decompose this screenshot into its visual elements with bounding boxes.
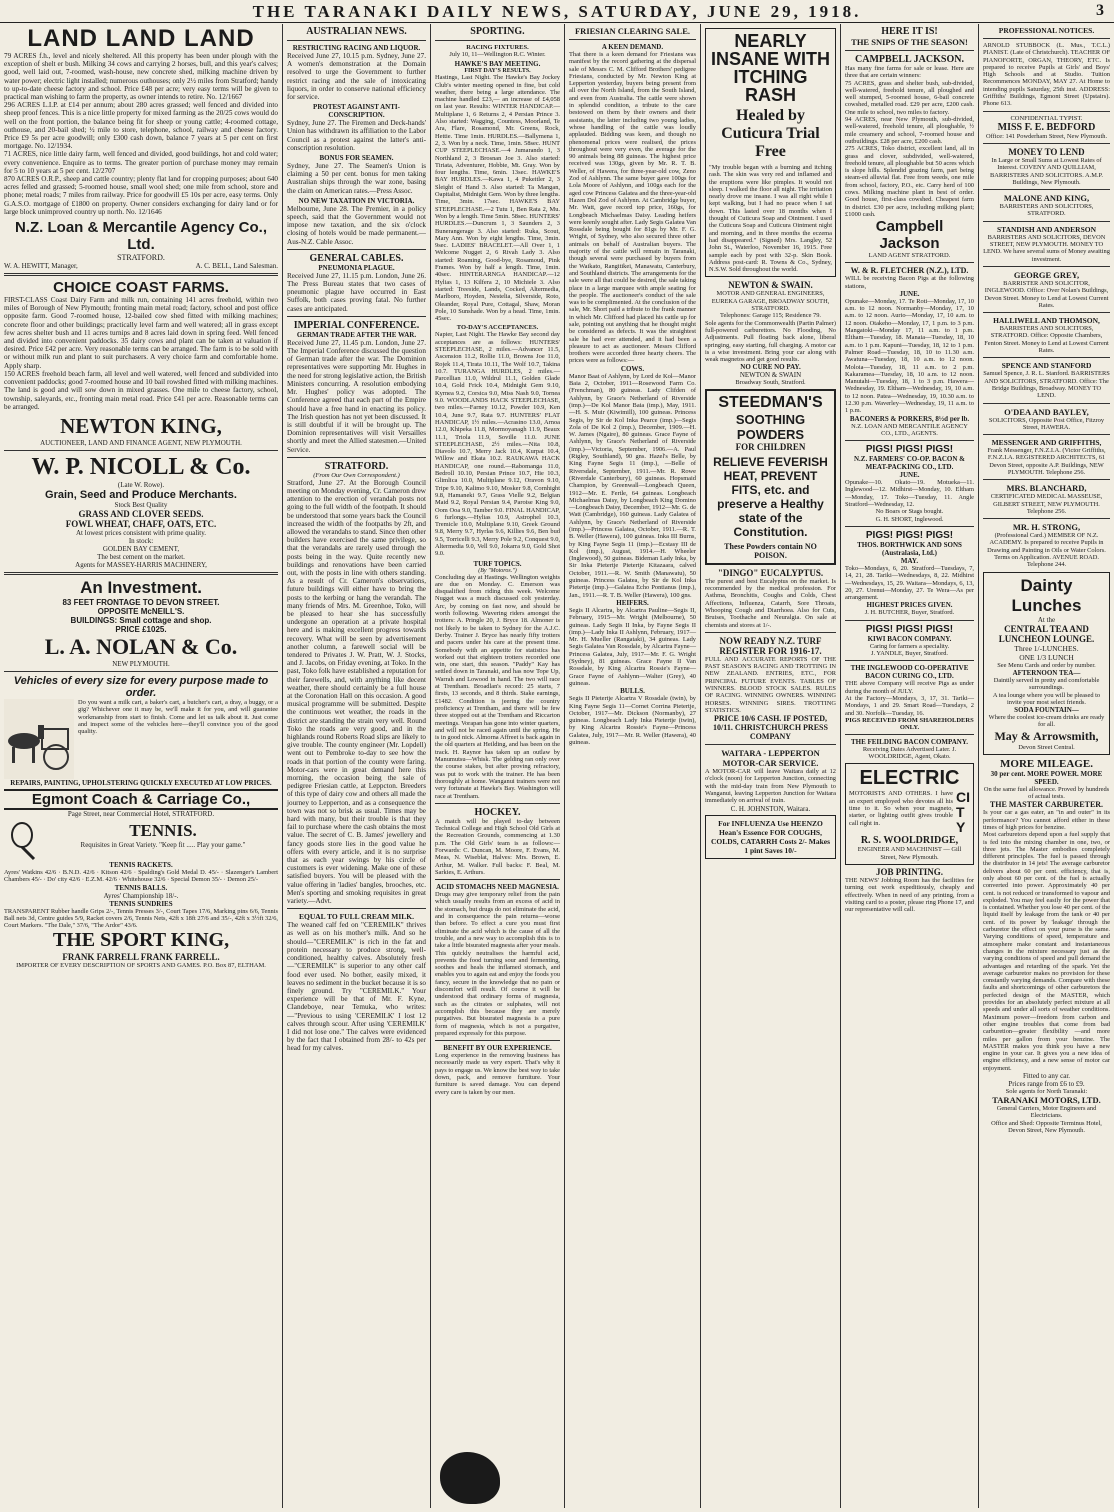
land-heading: LAND LAND LAND — [27, 25, 255, 52]
column-sporting — [430, 24, 564, 1508]
campbell-listing-275: 275 ACRES, Toko district, excellent land, all in grass and clover, subdivided, well-watered, freehold tenure, all ploughable but 50 acres which is slope hills. Splendid grazing farm, part being steam-ed alluvial flat. Free from weeds, one mile from school, factory, P.O., etc. Carry herd of 100 cows. Milking machine plant in best of order. Good house, first-class cowshed. Cheapest farm in district. £30 per acre, including milking plant; £1000 cash. — [845, 145, 974, 218]
dingo-heading: "DINGO" EUCALYPTUS. — [717, 567, 824, 578]
farmers-signature: G. H. SHORT, Inglewood. — [875, 515, 944, 523]
fletcher-agents: N.Z. LOAN AND MERCANTILE AGENCY CO., LTD., AGENTS. — [851, 422, 968, 437]
dainty-heading: Dainty Lunches — [1011, 575, 1082, 615]
nicoll-line-4: At lowest prices consistent with prime quality. — [76, 528, 206, 537]
borthwick-schedule: Toko—Mondays, 6, 20. Stratford—Tuesdays, 7, 14, 21, 28. Tariki—Wednesdays, 8, 22. Midhirst—Wednesdays, 15, 29. Waitara—Mondays, 6, 13, 20, 27. Urenui—Monday, 27. Te Wera—As per arrangement. — [845, 564, 974, 602]
land-listing-71: 71 ACRES, nice little dairy farm, well fenced and divided, good buildings, hot and cold water; every convenience. Enquire as to terms. The greater portion of purchase money may remain for 5 to 10 years at 5 per cent. 12/2707 — [4, 150, 278, 175]
spence-body: Samuel Spence, J. R. L. Stanford. BARRISTERS AND SOLICITORS, STRATFORD. Office: The Bridge Buildings, Broadway. MONEY TO LEND. — [983, 370, 1110, 400]
kiwi-signature: J. YANDLE, Buyer, Stratford. — [870, 650, 949, 658]
bonus-heading: BONUS FOR SEAMEN. — [319, 154, 394, 163]
column-news — [282, 24, 430, 1508]
heifers-list: Segis II Alcartra, by Alcartra Pauline—Segis II, February, 1915—Mr. Wright (Melbourne), 50 guineas. Lady Segis II Inka, by Fayne Segis II (imp.)—Lady Inka II Ashlynn, February, 1917—Mr. H. Mueller (Rangataki), 34 guineas. Lady Segis Galatea Van Rossdale, by Alcartra Fayne—Princess Galatea, July, 1917—Mr. F. G. Wright (Sydney), 81 guineas. Grace Fayne II Van Rossdale, by King Alcartra Rossie's Fayne—Grace Fayne of Ashlynn—Walter (Grey), 40 guineas. — [569, 606, 696, 687]
strong-heading: MR. H. STRONG, — [1012, 522, 1081, 533]
hawkes-bay-results: Hastings, Last Night. The Hawke's Bay Jockey Club's winter meeting opened in fine, but cold weather, there being a large attendance. The machine handled £23,— an increase of £4,058 on last year. Results: WINTER HANDICAP.—Multiplane 1, 6 Returns 2, 4 Persian Prince 3. Also started: Wagging, Countess, Moorland, Te Ara, Flare, Rosamond, Mr. Greens, Rock, Hettie. Time 1min. HURDLES.—Ballymena 1, 2, 3. Won by a neck. Time, 1min. 58sec. HUNT CUP STEEPLECHASE.—4 Jumarando 1, 3 Northland 2, 3 Brosnan Joe 3. Also started: Tiriata, Adventurer, Hobbie, Mt. Gray. Won by four lengths. Time, 6min. 13sec. HAWKE'S BAY HURDLES.—Kawa 1, 4 Pukeitler 2, 3 Sleight of Hand 3. Also started: Ta Mangan, Oapitalist, Midnight Gem. Won by three lengths. Time, 3min. 17sec. HAWKE'S BAY STEEPLECHASE.—2 Tutu 1, Ben Rata 2, Mu. Won by a length. Time 5min. 58sec. HUNTERS' HURDLES.—Duncrum 1, 3 Saunders 2, 3 Bunerangerage 3. Also started: Ruka, Scout, Mary Ann. Won by eight lengths. Time, 3min. 9sec. LADIES' BRACELET.—All Over 1, 1 Welcome Nugget 2, 6 Rivah Lady 3. Also started: Roaming, Good-bye, Rosamoud, Pink Frames. Won by half a length. Time, 1min. 40sec. HINTERARNGA HANDICAP.—12 Hylias 1, 13 Kilfera 2, 10 Michiele 3. Also started: Treeside, Lands, Cocked, Altermedia, Marlboro, Hoyden, Nestelia, Silverside, Roto, Oleander, Royal Pure, Cottagal, Shaw, Moran Pole, 10 Sunshade. Won by a head. Time, 1min. 45sec. — [435, 74, 560, 323]
electric-city-ad — [845, 763, 974, 865]
taranaki-motors-office: Office and Shed: Opposite Terminus Hotel, Devon Street, New Plymouth. — [991, 1119, 1102, 1134]
tennis-rackets-list: Ayres' Watkins 42/6 · B.N.D. 42/6 · Kitson 42/6 · Spalding's Gold Medal D. 45/- · Slazenger's Lambert Chambers 45/- · Do' city 42/6 · E.Z.M. 42/6 · Whitehouse 32/6 · Special Demon 35/- · Demon 25/- — [4, 868, 278, 884]
land-listing-296: 296 ACRES L.I.P. at £14 per annum; about 280 acres grassed; well fenced and divided into sheep proof fences. This is a nice little property for mixed farming as the 20/25 cows would do well on the front portion, the balance being fit for sheep or young cattle; 4-roomed cottage, outhouse, and 20-bail shed; ½ mile to store, telephone, school, railway and cheese factory. Price £9 5s per acre goodwill; only £300 cash down, balance 7 years at 5 per cent on first mortgage. No. 12/1934. — [4, 101, 278, 151]
sport-king-sub: IMPORTER OF EVERY DESCRIPTION OF SPORTS AND GAMES. P.O. Box 87, ELTHAM. — [16, 962, 266, 970]
pigs-heading-2: PIGS! PIGS! PIGS! — [865, 529, 954, 541]
heifers-heading: HEIFERS. — [616, 598, 649, 607]
taxation-body: Melbourne, June 28. The Premier, in a policy speech, said that the Government would not impose new taxation, and the six o'clock closing of hotels would be made permanent.—Aus-N.Z. Cable Assoc. — [287, 204, 426, 246]
borthwick-may: MAY. — [900, 556, 919, 565]
anticonscription-body: Sydney, June 27. The Firemen and Deck-hands' Union has withdrawn its affiliation to the Labor Council as a protest against the latter's anti-conscription resolution. — [287, 119, 426, 152]
blanchard-body: CERTIFICATED MEDICAL MASSEUSE, GILBERT STREET, NEW PLYMOUTH. Telephone 256. — [990, 493, 1103, 515]
taranaki-motors-sub: General Carriers, Motor Engineers and Electricians. — [996, 1105, 1097, 1120]
tennis-ayres: Ayres' Championship 18/-. — [103, 891, 179, 900]
baconers-price: BACONERS & PORKERS, 8½d per lb. — [849, 414, 970, 423]
choice-coast-heading: CHOICE COAST FARMS. — [53, 279, 229, 297]
master-carbureter-heading: THE MASTER CARBURETER. — [989, 800, 1104, 810]
investment-line-3: BUILDINGS: Small cottage and shop. — [70, 615, 212, 625]
column-ads-middle — [700, 24, 840, 1508]
farmers-note: No Boars or Stags bought. — [875, 508, 944, 516]
acid-stomachs-heading: ACID STOMACHS NEED MAGNESIA. — [436, 883, 559, 892]
professional-heading: PROFESSIONAL NOTICES. — [998, 26, 1095, 35]
nearly-insane-heading: NEARLY INSANE WITH ITCHING RASH — [711, 31, 830, 105]
newton-swain-name: NEWTON & SWAIN — [739, 371, 802, 380]
nolan-sub: NEW PLYMOUTH. — [112, 659, 170, 668]
dainty-lunches-ad — [983, 572, 1110, 755]
column-professional — [978, 24, 1114, 1508]
tennis-balls-heading: TENNIS BALLS. — [114, 883, 168, 892]
wooldridge-heading: R. S. WOOLDRIDGE, — [860, 835, 959, 847]
odea-body: SOLICITORS, Opposite Post Office, Fitzroy Street, HAWERA. — [988, 416, 1105, 431]
electric-vertical-city: CITY — [956, 789, 970, 836]
feilding-body: Receiving Dates Advertised Later. J. WOOLDRIDGE, Agent, Okato. — [862, 745, 957, 761]
nicoll-line-8: Agents for MASSEY-HARRIS MACHINERY, — [75, 560, 207, 569]
halliwell-heading: HALLIWELL AND THOMSON, — [993, 316, 1100, 326]
investment-price: PRICE £1025. — [115, 624, 167, 634]
campbell-listing-75: 75 ACRES, grass and shelter bush, sub-divided, well-watered, freehold tenure, all ploughed and well stumped, 5-roomed house, 6-bail concrete cowshed, metalled road. £29 per acre, £200 cash. One mile to school, two miles to factory. — [845, 79, 974, 116]
newton-king-sub: AUCTIONEER, LAND AND FINANCE AGENT, NEW PLYMOUTH. — [40, 438, 242, 447]
choice-coast-body: FIRST-CLASS Coast Dairy Farm and milk run, containing 141 acres freehold, within two miles of Borough of New Plymouth; fronting main metal road; factory, school and post office opposite farm. Good 7-roomed house, 12-bailed cow shed fitted with milking machines; concrete floor and other buildings; practically level farm and well watered; all in grass except few acres shelter bush and 11 acres turnips and 8 acres laid down in spring feed. Well fenced and divided into convenient paddocks. 35 dairy cows and plant can be taken at valuation if desired. Price £42 per acre. Very reasonable terms can be arranged. The farm is to be sold with or without milk run and plant to suit purchasers. A very choice farm and comfortable home. Apply sharp. — [4, 296, 278, 370]
newton-swain-address: MOTOR AND GENERAL ENGINEERS, EUREKA GARAGE, BROADWAY SOUTH, STRATFORD. — [711, 290, 830, 313]
egmont-sub: Page Street, near Commercial Hotel, STRATFORD. — [67, 809, 215, 818]
farmers-coop-heading: N.Z. FARMERS' CO-OP. BACON & MEAT-PACKING CO., LTD. — [853, 455, 966, 472]
tennis-racket-icon — [4, 821, 44, 861]
benefit-heading: BENEFIT BY OUR EXPERIENCE. — [443, 1044, 552, 1053]
electric-heading: ELECTRIC — [859, 767, 960, 790]
hawkes-bay-heading: HAWKE'S BAY MEETING. — [454, 60, 541, 69]
pigs-heading-1: PIGS! PIGS! PIGS! — [865, 444, 954, 456]
nicoll-sub: (Late W. Rowe). — [117, 480, 165, 489]
taxation-heading: NO NEW TAXATION IN VICTORIA. — [298, 196, 415, 205]
land-listing-79: 79 ACRES f.h., level and nicely sheltered. All this property has been under plough with the exception of shelt er bush. Milking 34 cows and carrying 2 horses, bull, and this year's calves; good, well laid out, 7-roomed, wash-house, new concrete shed, milking machine driven by water power; electric light installed; numerous outhouses; only 2½ miles from Stratford; handy to up-to-date cheese factory and school. Price £48 per acre; very easy terms will be given to practical man wishing to farm the property, as owner intends to retire. No. 12/1667 — [4, 52, 278, 102]
dingo-body: The purest and best Eucalyptus on the market. Is recommended by the medical profession. For Asthma, Bronchitis, Coughs and Colds, Chest Affections, Influenza, Catarrh, Sore Throats, Whooping Cough and Diarrhoea. Also for Cuts, Bruises, Toothache and Neuralgia. On sale at chemists and stores at 1/-. — [705, 577, 836, 629]
dainty-afternoon: AFTERNOON TEA— — [1012, 668, 1081, 677]
benefit-body: Long experience in the removing business has necessarily made us very expert. That's why it pays to engage us. We know the best way to take down, pack, and remove furniture. Your furniture is saved damage. You can depend every care is taken by our men. — [435, 1052, 560, 1096]
soda-body: Where the coolest ice-cream drinks are ready for all. — [988, 714, 1105, 729]
vehicles-repairs: REPAIRS, PAINTING, UPHOLSTERING QUICKLY EXECUTED AT LOW PRICES. — [10, 778, 272, 787]
campbell-intro: Has many fine farms for sale or lease. Here are three that are certain winners: — [845, 65, 974, 80]
nz-loan-manager: W. A. HEWITT, Manager, — [4, 262, 78, 271]
farmers-schedule: Opunake—10. Okato—19. Motueka—11. Inglewood—12. Midhirst—Monday, 10. Eltham—Monday, 17. Toko—Tuesday, 11. Angle Stratford—Wednesday, 12. — [845, 479, 974, 509]
money-body: In Large or Small Sums at Lowest Rates of Interest. COVENY AND QUILLIAM, BARRISTERS AND SOLICITORS. A.M.P. Buildings, New Plymouth. — [990, 156, 1103, 186]
inglewood-body: THE above Company will receive Pigs as under during the month of JULY. — [845, 680, 974, 695]
sporting-heading: SPORTING. — [470, 26, 525, 37]
stratford-heading: STRATFORD. — [324, 460, 389, 472]
australian-news-heading: AUSTRALIAN NEWS. — [306, 26, 407, 37]
cows-list: Manor Baat of Ashlynn, by Lord de Kol—Manor Baia 2, October, 1911—Rosewood Farm Co. (Frenchman), 80 guineas. Lady Clifden of Ashlynn, by Grace's Netherland of Riverside (imp.)—De Kol Manor Baia (imp.), May, 1911.—H. S. Muir (Kiwimill), 100 guineas. Princess Segis, by Sir de Kol Inka Pearce (imp.)—Segis Zola of De Kol 2 (imp.), December, 1909.—H. W. James (Ngaire), 80 guineas. Grace Fayne of Ashlynn, by Grace's Netherland of Riverside (imp.)—Victoria, September, 1906.—A. Paul (Rigley, Southland), 90 gns. Hazel's Belle, by King Fayne Segis 11 (imp.), —Belle of Riversdale, September, 1911.—Mr. R. Rowe (Riverdale Canterbury), 60 guineas. Hopsmaid Champion, by Greenwall—Longbeach Queen, 1912—Mr. E. Fertle, 64 guineas. Longbeach Michaelmas Daisy, by Longbeach King Domino—Longbeach Daisy, December, 1912—Mr. G. de Watt (Cambridge), 160 guineas. Lady Galatea of Ashlynn, by Grace's Netherland of Riverside (imp.)—Princess Galatea, October, 1911.—R. T. B. Weller (Hawera), 100 guineas. Inka III Burns, by King Fayne Segis 11 (imp.)—Ecstasy III de Kol (imp.), August, 1914.—H. Wheeler (Inglewood), 50 guineas. Bideman Lady Inka, by Sir Inka Pietertje Pietertje Kitazaara, calved October, 1911.—R. W. Smith (Manawatu), 50 guineas. Princess Galatea, by Sir de Kol Inka Pietertje (imp.)—Galatea Echo Pontianus (imp.), Jan., 1911.—R. T. B. Weller (Hawera), 100 gns. — [569, 372, 696, 599]
general-cables-heading: GENERAL CABLES. — [309, 252, 404, 264]
healed-heading: Healed by Cuticura Trial Free — [721, 107, 820, 160]
vehicles-heading: Vehicles of every size for every purpose made to order. — [13, 674, 269, 699]
inglewood-schedule: At the Factory—Mondays, 3, 17, 31. Tariki—Mondays, 1 and 29. Smart Road—Tuesdays, 2 and 30. Norfolk—Tuesday, 16. — [845, 694, 974, 717]
malone-body: BARRISTERS AND SOLICITORS, STRATFORD. — [999, 203, 1094, 218]
ceremilk-body: The weaned calf fed on "CEREMILK" thrives as well as on his mother's milk. And so he should—"CEREMILK" is rich in the fat and protein necessary to produce strong, well-conditioned, healthy calves. Absolutely fresh—"CEREMILK" is superior to any other calf food ever used. No bother, easily mixed, it leaves no sediment in the bucket because it is so finely ground. Try "CEREMILK." Your experience will be that of Mr. F. Kyne, Clandeboye, near Temuka, who writes:—"Previous to using 'CEREMILK' I lost 12 calves through scour. After using 'CEREMILK' I did not lose one." The calves were evidenced by the fact that I obtained from 28/- to 42s per head for my calves. — [287, 921, 426, 1053]
racing-fixtures-heading: RACING FIXTURES. — [466, 44, 529, 51]
nicoll-heading: W. P. NICOLL & Co. — [31, 453, 251, 480]
sole-agents: Sole agents for North Taranaki: — [1005, 1088, 1088, 1096]
nz-turf-heading: NOW READY N.Z. TURF REGISTER FOR 1916-17. — [719, 635, 822, 656]
pneumonia-heading: PNEUMONIA PLAGUE. — [318, 263, 395, 272]
fitted-to-any-car: Fitted to any car. — [1022, 1072, 1071, 1081]
imperial-conference-heading: IMPERIAL CONFERENCE. — [293, 319, 420, 331]
first-day-heading: FIRST DAY'S RESULTS. — [464, 68, 531, 75]
nolan-heading: L. A. NOLAN & Co. — [44, 633, 238, 659]
arnold-stubbock: ARNOLD STUBBOCK (L. Mus., T.C.L.) PIANIST. (Late of Christchurch). TEACHER OF PIANOFORTE, ORGAN, THEORY, ETC. Is prepared to receive Pupils at Girls' and Boys' High Schools and at Studio. Tuition Recommences MONDAY, MAY 27. At Home to intending pupils Saturday, 25th inst. ADDRESS: Griffiths' Buildings, Egmont Street (Upstairs). Phone 613. — [983, 42, 1110, 108]
soothing-powders: SOOTHING POWDERS — [735, 411, 806, 442]
cuticura-body: "My trouble began with a burning and itching rash. The skin was very red and inflamed and the eruptions were like pimples. It would not sleep. I walked the floor all night. The irritation nearly drove me insane. I was all right while I kept walking, but I had no peace when I sat down. This lasted over 18 months when I thought of Cuticura Soap and Ointment. I used the Cuticura Soap and Cuticura Ointment night and morning, and in three months the eczema had disappeared." (Signed) Mrs. Langley, 52 John St., Waterloo, November 16, 1915. Free sample each by post with 32-p. Skin Book. Address post-card: R. Towns & Co., Sydney, N.S.W. Sold throughout the world. — [709, 164, 832, 274]
tennis-sub: Requisites in Great Variety. "Keep fit ..... Play your game." — [80, 840, 246, 849]
newton-swain-heading: NEWTON & SWAIN. — [728, 280, 813, 291]
nicoll-grain: Grain, Seed and Produce Merchants. — [45, 488, 237, 501]
snips-heading: THE SNIPS OF THE SEASON! — [851, 37, 968, 47]
here-it-is: HERE IT IS! — [881, 26, 938, 37]
job-printing-body: THE NEWS' Jobbing Room has the facilities for turning out work expeditiously, cheaply and effectively. When in need of any printing, from a visiting card to a poster, please ring Phone 17, and our representative will call. — [845, 877, 974, 914]
influenza-ad: For INFLUENZA Use HEENZO Hean's Essence FOR COUGHS, COLDS, CATARRH Costs 2/- Makes 1 pint Saves 10/- — [705, 815, 836, 859]
german-trade-body: Received June 27, 11.45 p.m. London, June 27. The Imperial Conference discussed the question of German trade after the war. The Dominion representatives were supporting Mr. Hughes in the need for strong legislative action, the British Ministers concurring. A resolution embodying Mr. Hughes' policy was adopted. The Conference agreed that each part of the Empire should have a free hand in enacting its policy. The Irish question has not yet been discussed. It is still doubtful if it will be brought up. The Dominion representatives will visit Versailles shortly and meet the Allied statesmen.—United Service. — [287, 338, 426, 454]
for-children: FOR CHILDREN — [735, 441, 806, 452]
borthwick-heading: THOS. BORTHWICK AND SONS (Australasia, Ltd.) — [857, 540, 962, 557]
dainty-menu: See Menu Cards and order by number. — [997, 661, 1096, 669]
waitara-name: C. H. JOHNSTON, Waitara. — [730, 804, 811, 813]
typist-heading: CONFIDENTIAL TYPIST. — [1010, 114, 1083, 122]
vehicles-body: Do you want a milk cart, a baker's cart, a butcher's cart, a dray, a buggy, or a gig? Whichever one it may be, we'll make it for you, and will guarantee workmanship from start to finish. Come and let us talk about it. Just come and inspect some of the vehicles here—they'll convince you of the good quality. — [78, 698, 278, 736]
campbell-jackson-big: Campbell Jackson — [875, 218, 944, 253]
investment-heading: An Investment. — [80, 577, 202, 597]
no-cure-no-pay: NO CURE NO PAY. — [740, 363, 801, 372]
investment-line-1: 83 FEET FRONTAGE TO DEVON STREET. — [62, 597, 220, 607]
nicoll-line-6: GOLDEN BAY CEMENT, — [102, 544, 180, 553]
mileage-body: On the same fuel allowance. Proved by hundreds of actual tests. — [983, 785, 1110, 801]
price-range: Prices range from £6 to £9. — [1008, 1080, 1085, 1089]
nicoll-line-3: FOWL WHEAT, CHAFF, OATS, ETC. — [65, 518, 217, 529]
acceptances-body: Napier, Last Night. The Hawke Bay second day acceptances are as follows: HUNTERS' STEEPLECHASE, 2 miles.—Advancer 11.5, Ascension 11.2, Rollie 11.0, Browns Joe 11.0, Rojek 11.4, Tirata 10.11, The Wolf 10.7, Takina 10.7. TURANGA HURDLES, 2 miles.—Parcellian 11.0, Wildrul 11.1, Golden Glade 10.4, Gold Frick 10.4, Midnight Gem 9.10, Kyrnea 9.2, Corsica 9.0, Miss Nash 9.0, Tornea 9.0. WOODLANDS HACK STEEPLECHASE, two miles.—Farney 10.12, Powder 10.9, Ken 10.4, June 9.7, Rata 9.7. HUNTERS' FLAT HANDICAP, 1½ miles.—Acrasino 13.0, Arnoa 12.0, Khipeka 11.8, Mormoyanagh 11.9, Beaux 11.1, Triola 11.9, Soville 11.0. JUNE STEEPLECHASE, 2½ miles.—Nita 10.8, Diavolo 10.7, Merry Jack 10.4, Kurpat 10.4, Willow and Ekata 10.2. RAUKAWA HACK HANDICAP, one round.—Rabomanga 11.0, Bedroll 10.10, Persian Prince 10.7, Hie 10.3, Glimlica 10.0, Multiplane 9.12, Oravon 9.10, Tripe 9.10, Kalimo 9.10, Mosker 9.8, Cornhight 9.8, Hamaneki 9.7, Grass Vielle 9.2, Belgian Maid 9.2, Royal Persian 9.4, Paroise King 9.0, Oom Ooa 9.0, Tamber 9.0. FINAL HANDICAP, 6 furlongs.—Hylias 10.9, Astrophel 10.3, Tremicle 10.0, Multiplane 9.10, Greek Ground 9.8, Merry 9.7, Hyrlas 9.6, Killies 9.6, Ben bud 9.5, Torricelli 9.3, Merry Pole 9.2, Conquest 9.0, Altermedia 9.0, Vell 9.0, Jokarra 9.0, Gold Shot 9.0. — [435, 331, 560, 558]
horse-and-cart-illustration — [4, 699, 74, 779]
campbell-jackson-heading: CAMPBELL JACKSON. — [855, 54, 964, 65]
ceremilk-heading: EQUAL TO FULL CREAM MILK. — [299, 912, 414, 922]
restricting-body: Received June 27, 10.15 p.m. Sydney, June 27. A women's demonstration at the Domain resolved to urge the Government to further restrict racing and the sale of intoxicating liquors, in order to conserve national efficiency for service. — [287, 52, 426, 102]
racing-fixtures-body: July 10, 11—Wellington R.C. Winter. — [449, 51, 546, 58]
newspaper-title: THE TARANAKI DAILY NEWS, SATURDAY, JUNE 29, 1918. — [252, 2, 862, 21]
wooldridge-sub: ENGINEER AND MACHINIST — Gill Street, New Plymouth. — [857, 846, 962, 861]
malone-heading: MALONE AND KING, — [1003, 193, 1090, 204]
dainty-three-lunches: Three 1/-LUNCHES. — [1014, 643, 1079, 653]
turf-topics-sub: (By "Motoros.") — [478, 567, 517, 574]
newton-swain-body: Sole agents for the Commonwealth (Partin Palmer) full-powered carburettors. No Flooding, No Adjustments. Pull floating back alone, liberal springing, easy starting, full charging. A motor car is a wise investment. Bring your car along with weak magnetos and get good results. — [705, 319, 836, 364]
steedmans-heading: STEEDMAN'S — [718, 393, 823, 411]
campbell-listing-94: 94 ACRES, near New Plymouth, sub-divided, well-watered, freehold tenure, all ploughable, ½ mile creamery and school, 7-roomed house and outbuildings. £28 per acre, £200 cash. — [845, 116, 974, 145]
keen-demand-heading: A KEEN DEMAND. — [601, 43, 664, 51]
nz-loan-salesman: A. C. BELL, Land Salesman. — [195, 262, 278, 271]
bonus-body: Sydney, June 27. The Seamen's Union is claiming a 50 per cent. bonus for men taking Australian ships through the war zone, basing the claim on American rates.—Press Assoc. — [287, 162, 426, 195]
acid-stomachs-body: Drugs may give temporary relief from the pain which usually results from an excess of acid in the stomach, but drugs do not eliminate the acid, and in consequence the pain returns—worse than before. To effect a cure you must first eliminate the acid which is the cause of all the trouble, and a new way to accomplish this is to take a little bisurated magnesia after your meals. This quickly neutralises the harmful acid, prevents the food turning sour and fermenting, soothes and heals the inflamed stomach, and enables you to again eat and enjoy the foods you fancy, secure in the knowledge that no pain or discomfort will result. Of course it will be understood that ordinary forms of magnesia, such as the citrates or sulphates, will not accomplish this because they are merely purgatives. But bisurated magnesia is a pure form of magnesia, which is not a purgative, prepared expressly for this purpose. — [435, 891, 560, 1037]
masthead — [0, 0, 1114, 23]
waitara-body: A MOTOR-CAR will leave Waitara daily at 12 o'clock (noon) for Lepperton Junction, connecting with the mid-day train from New Plymouth to Wanganui, leaving Lepperton Junction for Waitara immediately on arrival of train. — [705, 768, 836, 805]
newton-swain-address-2: Broadway South, Stratford. — [735, 379, 806, 387]
devon-street: Devon Street Central. — [1018, 743, 1075, 751]
blanchard-heading: MRS. BLANCHARD, — [1006, 483, 1087, 494]
bedford-heading: MISS F. E. BEDFORD — [997, 121, 1096, 133]
nz-loan-heading: N.Z. Loan & Mercantile Agency Co., Ltd. — [15, 219, 267, 254]
kiwi-body: Caring for farmers a speciality. — [869, 642, 950, 650]
friesian-body: That there is a keen demand for Friesians was manifest by the record gathering at the dispersal sale of Messrs C. M. Clifford Brothers' pedigree Friesians, conducted by Mr. Newton King at Lepperton yesterday, buyers being present from all over the North Island, from the South Island, and even from Australia. The cattle were shown in splendid condition, a tribute to the care bestowed on them by their owners and their assistants, the latter including two young ladies, whose handling of the cattle was loudly applauded. Bidding was keen, and though no phenomenal prices were realised, the prices throughout were very even, the average for the 90 animals being 88 guineas. The highest price received was 130gs, given by Mr. R. T. B. Weller, of Hawera, for three-year-old cow, Zeno Zod of Ashlynn. The same buyer gave 100gs for Lola Moore of Ashlynn, and 100gs each for the aged cow Princess Galatea and the three-year-old Hazen Dol Zod of Ashlynn. At Cambridge buyer, Mr. Watt, gave record top price, 160gs, for Longbeach Michaelmas Daisy. Leading heifers were keenly sought after. Lady Segis Galatea Van Rossdale being bought for 81gs by Mr. F. G. Wright, of Sydney, who also secured three other animals on behalf of Australian buyers. The majority of the cattle will remain in Taranaki, though several were purchased by buyers from the Waikato, Rangitikei, Manawatu, Canterbury, and Southland districts. The arrangements for the sale were all that could be desired, the sale taking place in a large marquee with ample seating for the people. The auctioneer's conduct of the sale was to be complimented. At the conclusion of the sale, Mr. Short paid a tribute to the frank manner in which Mr. Clifford had placed his cattle up for sale, pointing out anything that he thought might be considered as defects. It was the straightest sale he had ever attended, and it had been a pleasure to act as auctioneer. Messrs Clifford brothers were accorded three hearty cheers. The prices were as follows:— — [569, 51, 696, 365]
dainty-central: CENTRAL TEA AND LUNCHEON LOUNGE. — [998, 623, 1095, 644]
nz-turf-body: FULL AND ACCURATE REPORTS OF THE PAST SEASON'S RACING AND TROTTING IN NEW ZEALAND. ENTRIES, ETC., FOR PRINCIPAL FUTURE EVENTS. TABLES OF WINNERS. BLOOD STOCK SALES. RULES OF RACING. WINNING OWNERS. WINNING HORSES. WINNING SIRES. TROTTING STATISTICS. — [705, 655, 836, 714]
fletcher-schedule: Opunake—Monday, 17. Te Roti—Monday, 17, 10 a.m. to 12 noon. Normanby—Monday, 17, 10 a.m. to 12 noon. Aurio—Monday, 17, 10 a.m. to 12 noon. Otakeho—Monday, 17, 1 p.m. to 3 p.m. Mangatoki—Monday 17, 11 a.m. to 1 p.m. Eltham—Tuesday, 18. Manaia—Tuesday, 18, 10 a.m. to 1 p.m. Kapuni—Tuesday, 18, 12 to 1 p.m. Palmer Road—Tuesday, 18, 10 to 11.30 a.m. Awatuna—Tuesday, 18, 10 a.m. to 12 noon. Moloia—Tuesday, 18, 11 a.m. to 2 p.m. Kakaramea—Tuesday, 18, 10 a.m. to 12 noon. Manutahi—Tuesday, 18, 1 to 3 p.m. Hawera—Wednesday, 19. Eltham—Wednesday, 19, 10 a.m. to 12 noon. Patea—Wednesday, 19, 10.30 a.m. to 12.30 p.m. Waverley—Wednesday, 19, 11 a.m. to 1 p.m. — [845, 297, 974, 415]
borthwick-price: HIGHEST PRICES GIVEN. — [866, 601, 953, 610]
nz-loan-place: STRATFORD. — [117, 253, 165, 263]
page-number: 3 — [1096, 2, 1104, 19]
land-listing-870: 870 ACRES O.R.P., sheep and cattle country; plenty flat land for cropping purposes; about 640 acres felled and grassed; 5-roomed house, small wool shed; one mile from school, store and phone; metal roads; 7 miles from railway. Price for goodwill £5 10s per acre, easy terms. Only G.A.S.O. mortgage of £1800 on property. Owner considers exchanging for dairy land or for large block unimproved country up north. No. 12/1646 — [4, 175, 278, 216]
tennis-sundries-body: TRANSPARENT Rubber handle Grips 2/-, Tennis Presses 3/-, Court Tapes 17/6, Marking pins 6/6, Tennis Ball nets 3d, Centre guides 5/9, Racket covers 2/6, Tennis Nets, 42ft x 18ft 27/6 and 35/-, 42ft x 3½ft 32/6, Court Markers. "The Dale," 37/6, "The Ardor" 43/6. — [4, 907, 278, 930]
tennis-sundries-heading: TENNIS SUNDRIES — [109, 899, 173, 908]
nicoll-line-5: In stock: — [128, 536, 154, 545]
waitara-heading: WAITARA - LEPPERTON MOTOR-CAR SERVICE. — [721, 748, 820, 769]
messenger-body: Frank Messenger, F.N.Z.I.A. (Victor Griffiths, F.N.Z.I.A. REGISTERED ARCHITECTS, 61 Devon Street, opposite A.P. Buildings, NEW PLYMOUTH. Telephone 256. — [987, 447, 1106, 476]
turf-topics-heading: TURF TOPICS. — [473, 559, 522, 568]
dainty-served: Daintily served in pretty and comfortable surroundings. — [993, 676, 1100, 692]
egmont-heading: Egmont Coach & Carriage Co., — [4, 789, 278, 810]
carbureter-body: Most carburetors depend upon a fuel supply that is fed into the mixing chamber in one, two, or three jets. The Master embodies completely different principles. The fuel is passed through the distributor in 14 jets! The average carburetor delivers about 60 per cent. efficiency, that is, only about 60 per cent. of the fuel is actually converted into power. Approximately 40 per cent. is not reduced or transformed to vapour and exploded. You may feel easily for the power that is contained. Whether you lose 40 per cent. of the liquid itself by leakage from the tank or 40 per cent. of its power by 'leakage' through the carburetor the effect on your purse is the same. Varying conditions of speed, temperature and atmosphere make constant and instantaneous changes in the mixture necessary just as the varying conditions of speed and pull demand the advantages and retarding of the spark. Yet the average carburetor makes no provision for these constantly varying demands. Compare with these faults and shortcomings of other carburetors the perfected design of the MASTER, which provides for an absolutely perfect mixture at all speeds and under all sorts of weather conditions. Maximum power—freedom from carbon and other engine troubles that come from bad carburetion—greater flexibility —and more miles per gallon from your benzine. The MASTER makes you think you have a new engine in your car. It gives you a new idea of engine efficiency, and a new sense of motor car enjoyment. — [983, 831, 1110, 1072]
standish-body: BARRISTERS AND SOLICITORS, DEVON STREET, NEW PLYMOUTH. MONEY TO LEND. We have several sums of Money awaiting investment. — [983, 233, 1110, 263]
standish-heading: STANDISH AND ANDERSON — [996, 224, 1097, 234]
stratford-sub: (From Our Own Correspondent.) — [313, 471, 400, 479]
hockey-body: A match will be played to-day between Technical College and High School Old Girls at the Recreation Grounds, commencing at 1.30 p.m. The Old Girls' team is as follows:—Forwards: C. Duncan, M. Moore, F. Evans, M. Meas, N. Wiseblat, Halves: Mrs. Brown, E. Arthur, M. Walker. Full backs: F. Beal, M. Sarkies, E. Arthurs. — [435, 817, 560, 876]
steedmans-ad — [705, 389, 836, 565]
may-arrowsmith: May & Arrowsmith, — [994, 728, 1099, 743]
anticonscription-heading: PROTEST AGAINST ANTI-CONSCRIPTION. — [313, 103, 400, 120]
nicoll-line-7: The best cement on the market. — [97, 552, 185, 561]
newton-swain-telephones: Telephones: Garage 115; Residence 79. — [720, 312, 821, 320]
bedford-sub: Office: 141 Powderham Street, New Plymouth. — [985, 132, 1108, 140]
turf-topics-body: Concluding day at Hastings. Wellington weights are due on Monday. C. Emerson was disqualified from riding this week. Welcome Nugget was a much discussed colt yesterday. Arc, by coming on fast now, and should be worth following. Wavering riders amongst the trotters: A. Pringle 20, J. Bryce 18. Almoner is not likely to be taken to Sydney for the A.J.C. Derby. Trainer J. Bryce has nearly fifty trotters and pacers under his care at the present time. Somebody with an appetite for statistics has worked out that eighteen trotters recorded one win, one start, this season. "Paddy" Kay has settled down in Taranaki, and has now Tope Up, Warrah and Lowood in hand. The two will race at Trentham. Broadlan's record: 25 starts, 7 firsts, 13 seconds, and 8 thirds. Stake earnings, £1482. Condition is jeering the country proficiency at Trentham, and there will be few three stopped out at the Trentham and Riccarton meetings. Vorapan has gone into winter quarters, and will not be raced again until the spring. He is in good nick. Almorna Affreet is back again in the old quarters at Heilding, and has been on the track. H. Raynor has taken up an outlaw by Manumutsu—Whisk. The gelding ran only over the course stakes, but after proving refractory, was put to work with the trainer. He has been thoroughly at home. Wanganui trainers were not very fortunate at Hawke's Bay. Washington will race at Trentham. — [435, 573, 560, 800]
tennis-rackets-heading: TENNIS RACKETS. — [109, 860, 173, 869]
friesian-heading: FRIESIAN CLEARING SALE. — [574, 26, 690, 36]
butcher-signature: J. H. BUTCHER, Buyer, Stratford. — [864, 609, 955, 617]
soda-heading: SODA FOUNTAIN— — [1014, 706, 1079, 715]
nicoll-line-2: GRASS AND CLOVER SEEDS. — [78, 508, 204, 519]
mileage-sub: 30 per cent. MORE POWER. MORE SPEED. — [990, 769, 1103, 786]
farmers-june: JUNE. — [899, 471, 920, 480]
strong-body: (Professional Card.) MEMBER OF N.Z. ACADEMY. Is prepared to receive Pupils in Drawing and Painting in Oils or Water Colors. Terms on Application. AVENUE ROAD. Telephone 244. — [987, 532, 1106, 569]
column-stock-ads — [840, 24, 978, 1508]
george-grey-body: BARRISTER AND SOLICITOR, INGLEWOOD. Office: Over Nolan's Buildings, Devon Street. Money to Lend at Lowest Current Rates. — [984, 279, 1109, 309]
job-printing-heading: JOB PRINTING. — [875, 867, 943, 877]
pigs-heading-3: PIGS! PIGS! PIGS! — [865, 623, 954, 635]
stratford-body: Stratford, June 27. At the Borough Council meeting on Monday evening, Cr. Cameron drew attention to the erection of verandah posts not going to the full width of the footpath. It should be understood that some years back the Council increased the width of the footpaths by 2ft, and allowed the verandahs to stand. Since then other builders have exercised the same privilege, so that the verandahs are rarely used through the posts being in the way. Quite recently new buildings and renovations have been carried out, with the posts in line with others standing. As a result of Cr. Cameron's observations, future buildings will either have to bring the posts to the kerbing or hang the verandah. The many friends of Mrs. M. Greenhoe, Toko, will be pleased to hear she has successfully undergone an operation at a private hospital here and is making excellent progress towards recovery. What will be seen by advertisement another column, a farewell social will be tendered to Privates J. W. Pratt, W. J. Stocks, and J. Jacobs, on Friday evening, at Toko. In the past, Toko folk have established a reputation for their farewells, and, with anything like decent weather, there should certainly be a full house at the Coronation Hall on this occasion. A good musical programme will be submitted. Despite the continuous wet weather, the roads in the district are standing the strain very well. Round Toko the roads are very good, and in the highlands round Roberts Road slips are likely to give trouble. The county engineer (Mr. Lopdell) went out to Pembroke to-day to see how the roads in that portion of the county were faring. Motor-cars were in great demand here this morning, the occasion being the sale of pedigree Friesian cattle, at Leppcton. Breeders of this type of dairy cow and others all made the journey to Lepperton, and as a consequence the town was not so brisk as usual. Times may be hard with many, but their trouble is that they fail to purchase where the cash obtains the most value. The secret of C. B. James' jewellery and fancy goods store lies in the good value he offers with every article, and it is no surprise that as each year swings by his circle of customers is ever widening. Make one of these satisfied buyers. You will be pleased with the value offering in 'ladies' bangles, brooches, etc. Men's sporting and smoking requisites in great variety.—Advt. — [287, 478, 426, 906]
dainty-one-lunch: ONE 1/3 LUNCH — [1019, 652, 1074, 662]
bulls-heading: BULLS. — [620, 687, 645, 696]
campbell-jackson-sub: LAND AGENT STRATFORD. — [868, 252, 951, 260]
choice-coast-150: 150 ACRES freehold beach farm, all level and well watered, well fenced and subdivided into convenient paddocks; good 7-roomed house and 10 bail rowshed fitted with milking machines. The land is good and will sow down in mixed grasses. One mile to cheese factory, school, township, saleyards, etc., fronting main metal road. Price £41 per acre. Reasonable terms can be arranged. — [4, 369, 278, 411]
acceptances-heading: TO-DAY'S ACCEPTANCES. — [456, 324, 539, 332]
spence-heading: SPENCE AND STANFORD — [1001, 361, 1092, 371]
no-poison: These Powders contain NO POISON. — [724, 541, 817, 560]
halliwell-body: BARRISTERS AND SOLICITORS, STRATFORD. Office: Opposite Chambers, Fenton Street. Money to Lend at Lowest Current Rates. — [984, 325, 1109, 355]
sport-king-heading: THE SPORT KING, — [52, 929, 230, 952]
fletcher-june: JUNE. — [899, 289, 920, 298]
odea-heading: O'DEA AND BAYLEY, — [1004, 406, 1089, 417]
money-heading: MONEY TO LEND — [1008, 146, 1085, 157]
mileage-heading: MORE MILEAGE. — [1000, 757, 1093, 770]
hockey-heading: HOCKEY. — [474, 806, 521, 818]
cuticura-ad — [705, 28, 836, 277]
cows-heading: COWS. — [620, 364, 645, 373]
carbureter-intro: Is your car a gas eater, an "in and outer" in its performance? You cannot afford either in these times of high prices for benzine. — [983, 809, 1110, 831]
dainty-at: At the — [1037, 615, 1056, 624]
fletcher-heading: W. & R. FLETCHER (N.Z.), LTD. — [850, 266, 969, 276]
tennis-heading: TENNIS. — [129, 820, 197, 840]
sport-king-names: FRANK FARRELL FRANK FARRELL. — [62, 952, 220, 963]
relieve-text: RELIEVE FEVERISH HEAT, PREVENT FITS, etc. and preserve a Healthy state of the Constitution. — [713, 454, 828, 539]
inglewood-heading: THE INGLEWOOD CO-OPERATIVE BACON CURING CO., LTD. — [850, 664, 969, 681]
nicoll-line-1: Stock Best Quality — [114, 500, 168, 509]
shareholders-only: PIGS RECEIVED FROM SHAREHOLDERS ONLY. — [845, 716, 974, 731]
restricting-heading: RESTRICTING RACING AND LIQUOR. — [292, 44, 421, 52]
electric-body: MOTORISTS AND OTHERS. I have an expert employed who devotes all his time to it. So when your magneto, starter, or lighting outfit gives trouble call right in. — [849, 790, 953, 827]
dainty-lounge: A tea lounge where you will be pleased to invite your most select friends. — [992, 691, 1101, 706]
messenger-heading: MESSENGER AND GRIFFITHS, — [991, 438, 1102, 448]
kiwi-heading: KIWI BACON COMPANY. — [867, 634, 952, 643]
pneumonia-body: Received June 27, 11.15 p.m. London, June 26. The Press Bureau states that two cases of pneumonic plague have occurred in East Suffolk, both cases proving fatal. No further cases are anticipated. — [287, 271, 426, 313]
george-grey-heading: GEORGE GREY, — [1013, 269, 1080, 280]
column-land-ads — [0, 24, 282, 1508]
bulls-list: Segis II Pietertje Alcartra V Rossdale (twin), by King Fayne Segis 11—Cornet Corrina Pietertje, October, 1917—Mr. Dickson (Normanby), 27 guineas. Longbeach Lady Inka Pietertje (twin), by King Alcartra Rossie's Fayne—Princess Galatea, July, 1917—Mr. R. Weller (Hawera), 40 guineas. — [569, 695, 696, 747]
german-trade-heading: GERMAN TRADE AFTER THE WAR. — [296, 330, 417, 339]
fletcher-intro: WILL be receiving Bacon Pigs at the following stations, — [845, 275, 974, 290]
column-friesian — [564, 24, 700, 1508]
nz-turf-price: PRICE 10/6 CASH. IF POSTED, 10/11. CHRISTCHURCH PRESS COMPANY — [713, 714, 828, 742]
taranaki-motors: TARANAKI MOTORS, LTD. — [992, 1095, 1101, 1106]
newton-king-heading: NEWTON KING, — [60, 413, 222, 438]
feilding-heading: THE FEILDING BACON COMPANY. — [850, 737, 969, 746]
investment-line-2: OPPOSITE McNEILL'S. — [97, 606, 185, 616]
